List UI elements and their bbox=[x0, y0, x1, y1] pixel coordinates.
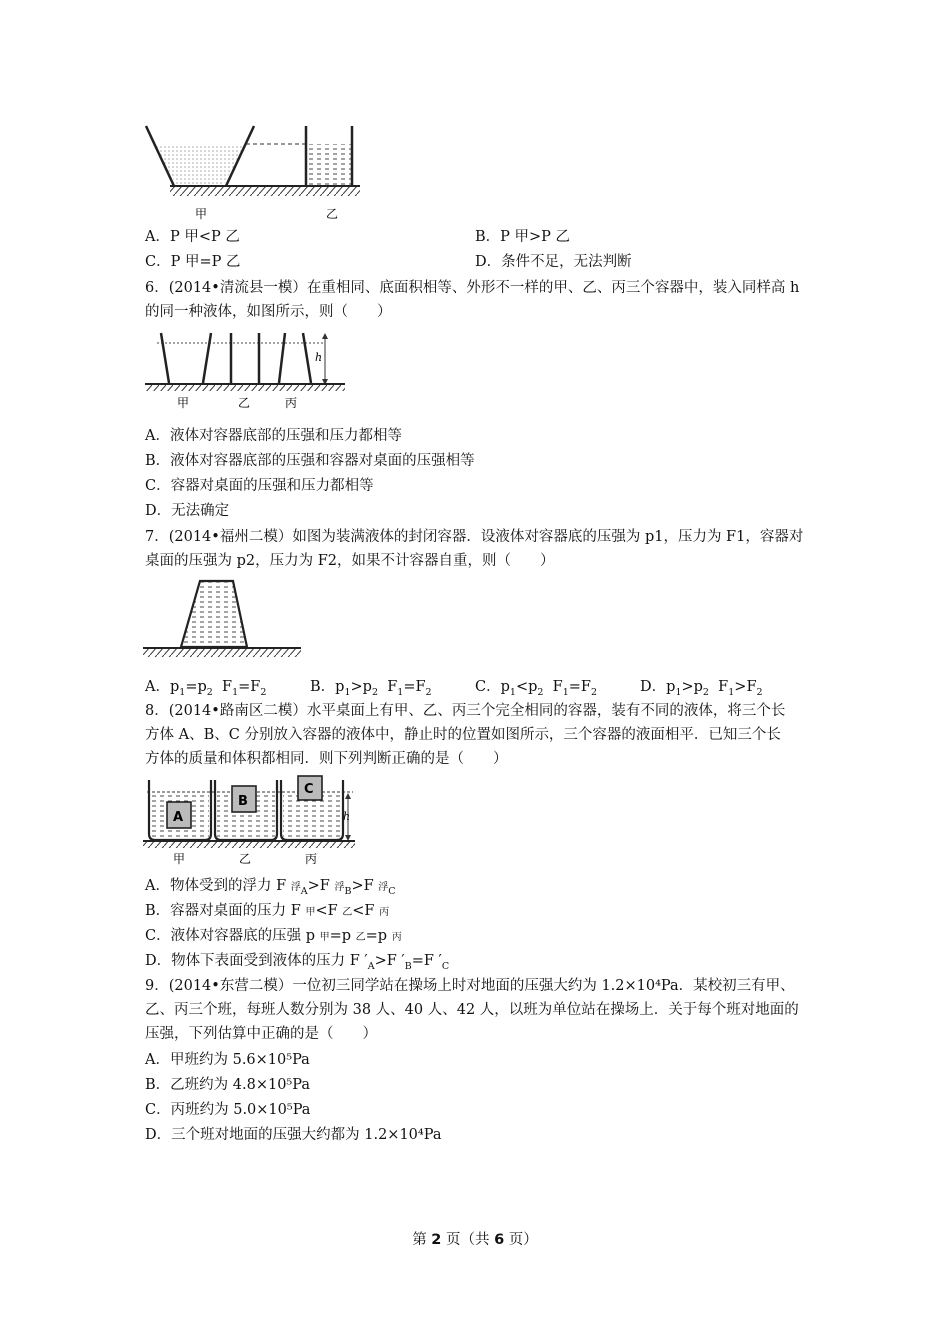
q6-label-c: 丙 bbox=[285, 396, 298, 410]
q8-option-c[interactable]: C．液体对容器底的压强 p 甲=p 乙=p 丙 bbox=[145, 928, 402, 944]
q9-stem-line1: 9．(2014•东营二模）一位初三同学站在操场上时对地面的压强大约为 1.2×10⁴Pa．某校初三有甲、 bbox=[145, 978, 795, 994]
q8-block-a-label: A bbox=[173, 810, 184, 825]
q8-option-b[interactable]: B．容器对桌面的压力 F 甲<F 乙<F 丙 bbox=[145, 903, 390, 919]
q8-stem-line1: 8．(2014•路南区二模）水平桌面上有甲、乙、丙三个完全相同的容器，装有不同的液体，将三个长 bbox=[145, 703, 786, 719]
q5-option-c[interactable]: C．P 甲=P 乙 bbox=[145, 254, 241, 270]
q8-block-c-label: C bbox=[304, 782, 314, 797]
q6-stem-line2: 的同一种液体，如图所示，则（ ） bbox=[145, 304, 392, 320]
q9-stem-line3: 压强，下列估算中正确的是（ ） bbox=[145, 1026, 377, 1042]
q9-option-c[interactable]: C．丙班约为 5.0×10⁵Pa bbox=[145, 1102, 311, 1118]
q8-option-d[interactable]: D．物体下表面受到液体的压力 F $'_A>F$ $'_B=F$ $'_C$ bbox=[145, 953, 450, 972]
q9-option-d[interactable]: D．三个班对地面的压强大约都为 1.2×10⁴Pa bbox=[145, 1127, 442, 1143]
q6-option-a[interactable]: A．液体对容器底部的压强和压力都相等 bbox=[145, 428, 402, 444]
page-footer: 第 2 页（共 6 页） bbox=[412, 1232, 538, 1248]
q8-label-b: 乙 bbox=[239, 852, 252, 866]
q8-h-label: h bbox=[343, 810, 351, 823]
q6-h-label: h bbox=[315, 351, 323, 364]
q5-label-b: 乙 bbox=[326, 207, 339, 221]
q8-label-c: 丙 bbox=[305, 852, 318, 866]
q7-option-a[interactable]: A．$p_1=p_2$ $F_1=F_2$ bbox=[145, 679, 267, 698]
q6-option-d[interactable]: D．无法确定 bbox=[145, 503, 230, 519]
q5-label-a: 甲 bbox=[195, 207, 208, 221]
q7-option-b[interactable]: B．$p_1>p_2$ $F_1=F_2$ bbox=[310, 679, 432, 698]
current-page-number: 2 bbox=[431, 1232, 442, 1248]
q7-figure bbox=[143, 575, 308, 665]
q5-figure bbox=[140, 122, 370, 222]
total-page-number: 6 bbox=[494, 1232, 505, 1248]
q5-option-d[interactable]: D．条件不足，无法判断 bbox=[475, 254, 632, 270]
q8-stem-line3: 方体的质量和体积都相同．则下列判断正确的是（ ） bbox=[145, 751, 508, 767]
q8-stem-line2: 方体 A、B、C 分别放入容器的液体中，静止时的位置如图所示，三个容器的液面相平．已知三个长 bbox=[145, 727, 781, 743]
q8-block-b-label: B bbox=[238, 794, 248, 809]
q6-figure bbox=[145, 329, 355, 414]
q5-option-b[interactable]: B．P 甲>P 乙 bbox=[475, 229, 571, 245]
q7-option-c[interactable]: C．$p_1<p_2$ $F_1=F_2$ bbox=[475, 679, 598, 698]
q7-option-d[interactable]: D．$p_1>p_2$ $F_1>F_2$ bbox=[640, 679, 763, 698]
q9-stem-line2: 乙、丙三个班，每班人数分别为 38 人、40 人、42 人，以班为单位站在操场上．关于每个班对地面的 bbox=[145, 1002, 799, 1018]
q6-label-a: 甲 bbox=[177, 396, 190, 410]
q6-stem-line1: 6．(2014•清流县一模）在重相同、底面积相等、外形不一样的甲、乙、丙三个容器中，装入同样高 h bbox=[145, 280, 800, 296]
q6-option-c[interactable]: C．容器对桌面的压强和压力都相等 bbox=[145, 478, 374, 494]
q6-label-b: 乙 bbox=[238, 396, 251, 410]
q8-label-a: 甲 bbox=[173, 852, 186, 866]
q5-option-a[interactable]: A．P 甲<P 乙 bbox=[145, 229, 240, 245]
q7-stem-line1: 7．(2014•福州二模）如图为装满液体的封闭容器．设液体对容器底的压强为 p1，压力为 F1，容器对 bbox=[145, 529, 804, 545]
q8-option-a[interactable]: A．物体受到的浮力 F 浮$_A$>F 浮$_B$>F 浮$_C$ bbox=[145, 878, 396, 897]
q8-figure bbox=[143, 774, 358, 869]
q6-option-b[interactable]: B．液体对容器底部的压强和容器对桌面的压强相等 bbox=[145, 453, 475, 469]
q9-option-a[interactable]: A．甲班约为 5.6×10⁵Pa bbox=[145, 1052, 310, 1068]
q7-stem-line2: 桌面的压强为 p2，压力为 F2，如果不计容器自重，则（ ） bbox=[145, 553, 555, 569]
q9-option-b[interactable]: B．乙班约为 4.8×10⁵Pa bbox=[145, 1077, 310, 1093]
